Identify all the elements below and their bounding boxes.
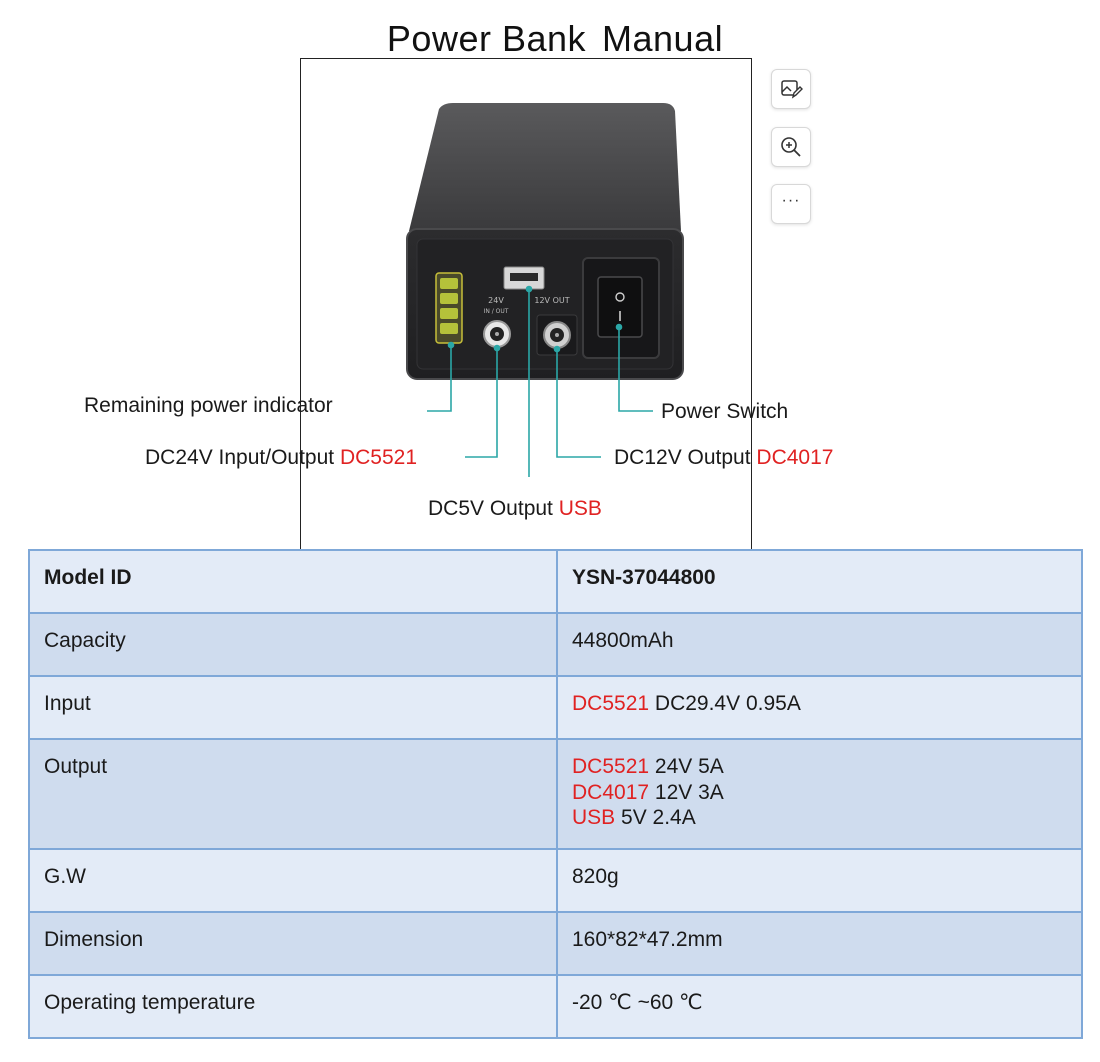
output-value: 12V 3A [649, 780, 724, 804]
spec-label-dimension: Dimension [29, 912, 557, 975]
spec-value-gw: 820g [557, 849, 1082, 912]
callout-indicator: Remaining power indicator [84, 394, 333, 417]
spec-label-gw: G.W [29, 849, 557, 912]
input-model: DC5521 [572, 692, 650, 715]
zoom-in-icon [779, 135, 803, 159]
output-model: USB [572, 806, 616, 830]
spec-value-dimension: 160*82*47.2mm [557, 912, 1082, 975]
led-4 [440, 323, 458, 334]
output-model: DC4017 [572, 780, 650, 804]
table-row [29, 912, 1082, 975]
callout-dc12-model: DC4017 [756, 446, 834, 469]
table-row [29, 975, 1082, 1038]
callout-dc5 [428, 498, 602, 519]
output-line [572, 754, 1067, 780]
spec-value-output [557, 739, 1082, 849]
input-value: DC29.4V 0.95A [649, 692, 801, 715]
output-model: DC5521 [572, 755, 650, 778]
port-24v-label: 24V [488, 296, 504, 305]
output-line [572, 780, 1067, 806]
spec-value-capacity: 44800mAh [557, 613, 1082, 676]
spec-value-temperature: -20 ℃ ~60 ℃ [557, 975, 1082, 1038]
title-word-2: Manual [602, 18, 724, 59]
callout-dc5-model: USB [558, 497, 602, 520]
spec-value-input [557, 676, 1082, 739]
table-row [29, 676, 1082, 739]
led-3 [440, 308, 458, 319]
callout-dc24-model: DC5521 [339, 446, 418, 469]
product-figure [300, 58, 752, 554]
callout-dc5-text: DC5V Output [428, 497, 553, 520]
page-title [0, 18, 1100, 60]
table-row [29, 739, 1082, 849]
output-value: 24V 5A [649, 755, 724, 778]
led-2 [440, 293, 458, 304]
spec-label-temperature: Operating temperature [29, 975, 557, 1038]
port-12v-label: 12V OUT [534, 296, 570, 305]
spec-value-model-id: YSN-37044800 [557, 550, 1082, 613]
more-options-icon: ··· [781, 192, 801, 209]
led-1 [440, 278, 458, 289]
callout-dc12 [614, 447, 833, 468]
spec-label-model-id: Model ID [29, 550, 557, 613]
table-row [29, 550, 1082, 613]
spec-label-input: Input [29, 676, 557, 739]
title-word-1: Power Bank [386, 18, 587, 59]
image-edit-icon [779, 77, 803, 101]
table-row [29, 613, 1082, 676]
spec-label-capacity: Capacity [29, 613, 557, 676]
callout-power-switch: Power Switch [661, 400, 789, 423]
specs-table [28, 549, 1083, 1039]
table-row [29, 849, 1082, 912]
output-line [572, 805, 1067, 831]
zoom-in-button[interactable] [771, 127, 811, 167]
callout-dc24-text: DC24V Input/Output [145, 446, 335, 469]
image-edit-button[interactable] [771, 69, 811, 109]
spec-label-output: Output [29, 739, 557, 849]
device-top-surface [409, 103, 681, 231]
more-options-button[interactable] [771, 184, 811, 224]
output-value: 5V 2.4A [615, 806, 696, 830]
power-bank-illustration [301, 59, 753, 555]
callout-dc24 [145, 447, 417, 468]
callout-dc12-text: DC12V Output [614, 446, 751, 469]
port-24v-sub-label: IN / OUT [483, 308, 509, 315]
